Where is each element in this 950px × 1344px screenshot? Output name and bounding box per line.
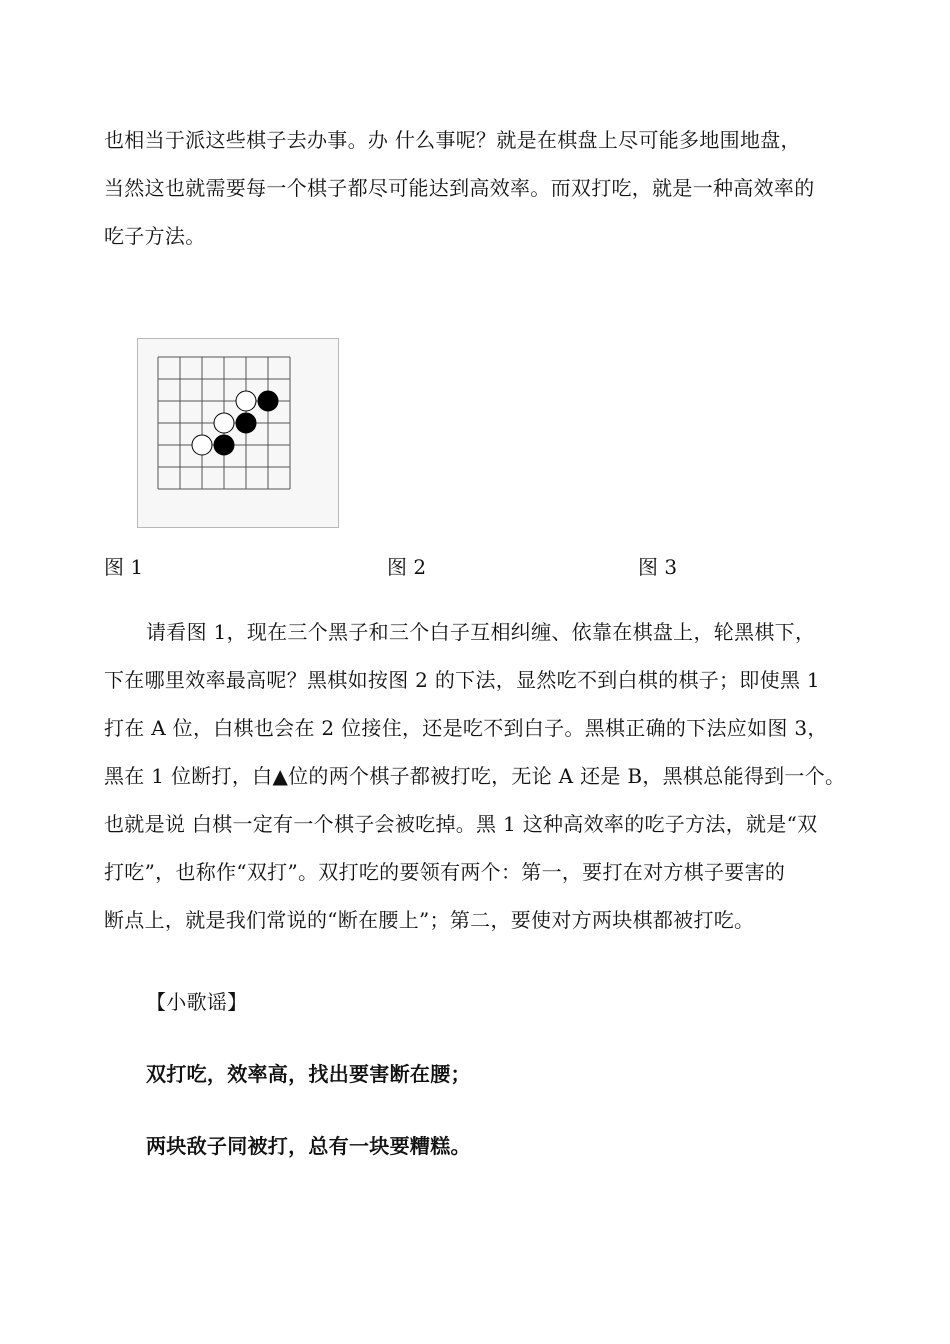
paragraph1-line-2: 当然这也就需要每一个棋子都尽可能达到高效率。而双打吃，就是一种高效率的 [104,176,815,200]
song-heading: 【小歌谣】 [146,990,248,1014]
paragraph2-line-2: 下在哪里效率最高呢？黑棋如按图 2 的下法，显然吃不到白棋的棋子；即使黑 1 [104,668,820,692]
paragraph2-line-5: 也就是说 白棋一定有一个棋子会被吃掉。黑 1 这种高效率的吃子方法，就是“双 [104,812,818,836]
song-line-2: 两块敌子同被打，总有一块要糟糕。 [146,1134,471,1158]
paragraph2-line-1: 请看图 1，现在三个黑子和三个白子互相纠缠、依靠在棋盘上，轮黑棋下， [146,620,816,644]
figure3-caption: 图 3 [638,555,678,579]
paragraph2-line-7: 断点上，就是我们常说的“断在腰上”；第二，要使对方两块棋都被打吃。 [104,908,755,932]
paragraph2-line-4: 黑在 1 位断打，白▲位的两个棋子都被打吃，无论 A 还是 B，黑棋总能得到一个。 [104,764,846,788]
figure1-board [137,338,339,528]
go-board-diagram [138,339,338,527]
black-stone [258,391,278,411]
paragraph2-line-6: 打吃”，也称作“双打”。双打吃的要领有两个：第一，要打在对方棋子要害的 [104,860,786,884]
paragraph2-line-3: 打在 A 位，白棋也会在 2 位接住，还是吃不到白子。黑棋正确的下法应如图 3， [104,716,828,740]
black-stone [214,435,234,455]
paragraph1-line-1: 也相当于派这些棋子去办事。办 什么事呢？就是在棋盘上尽可能多地围地盘， [104,128,801,152]
black-stone [236,413,256,433]
white-stone [192,435,212,455]
white-stone [214,413,234,433]
figure2-caption: 图 2 [387,555,427,579]
white-stone [236,391,256,411]
paragraph1-line-3: 吃子方法。 [104,224,206,248]
figure1-caption: 图 1 [104,555,144,579]
song-line-1: 双打吃，效率高，找出要害断在腰； [146,1062,471,1086]
